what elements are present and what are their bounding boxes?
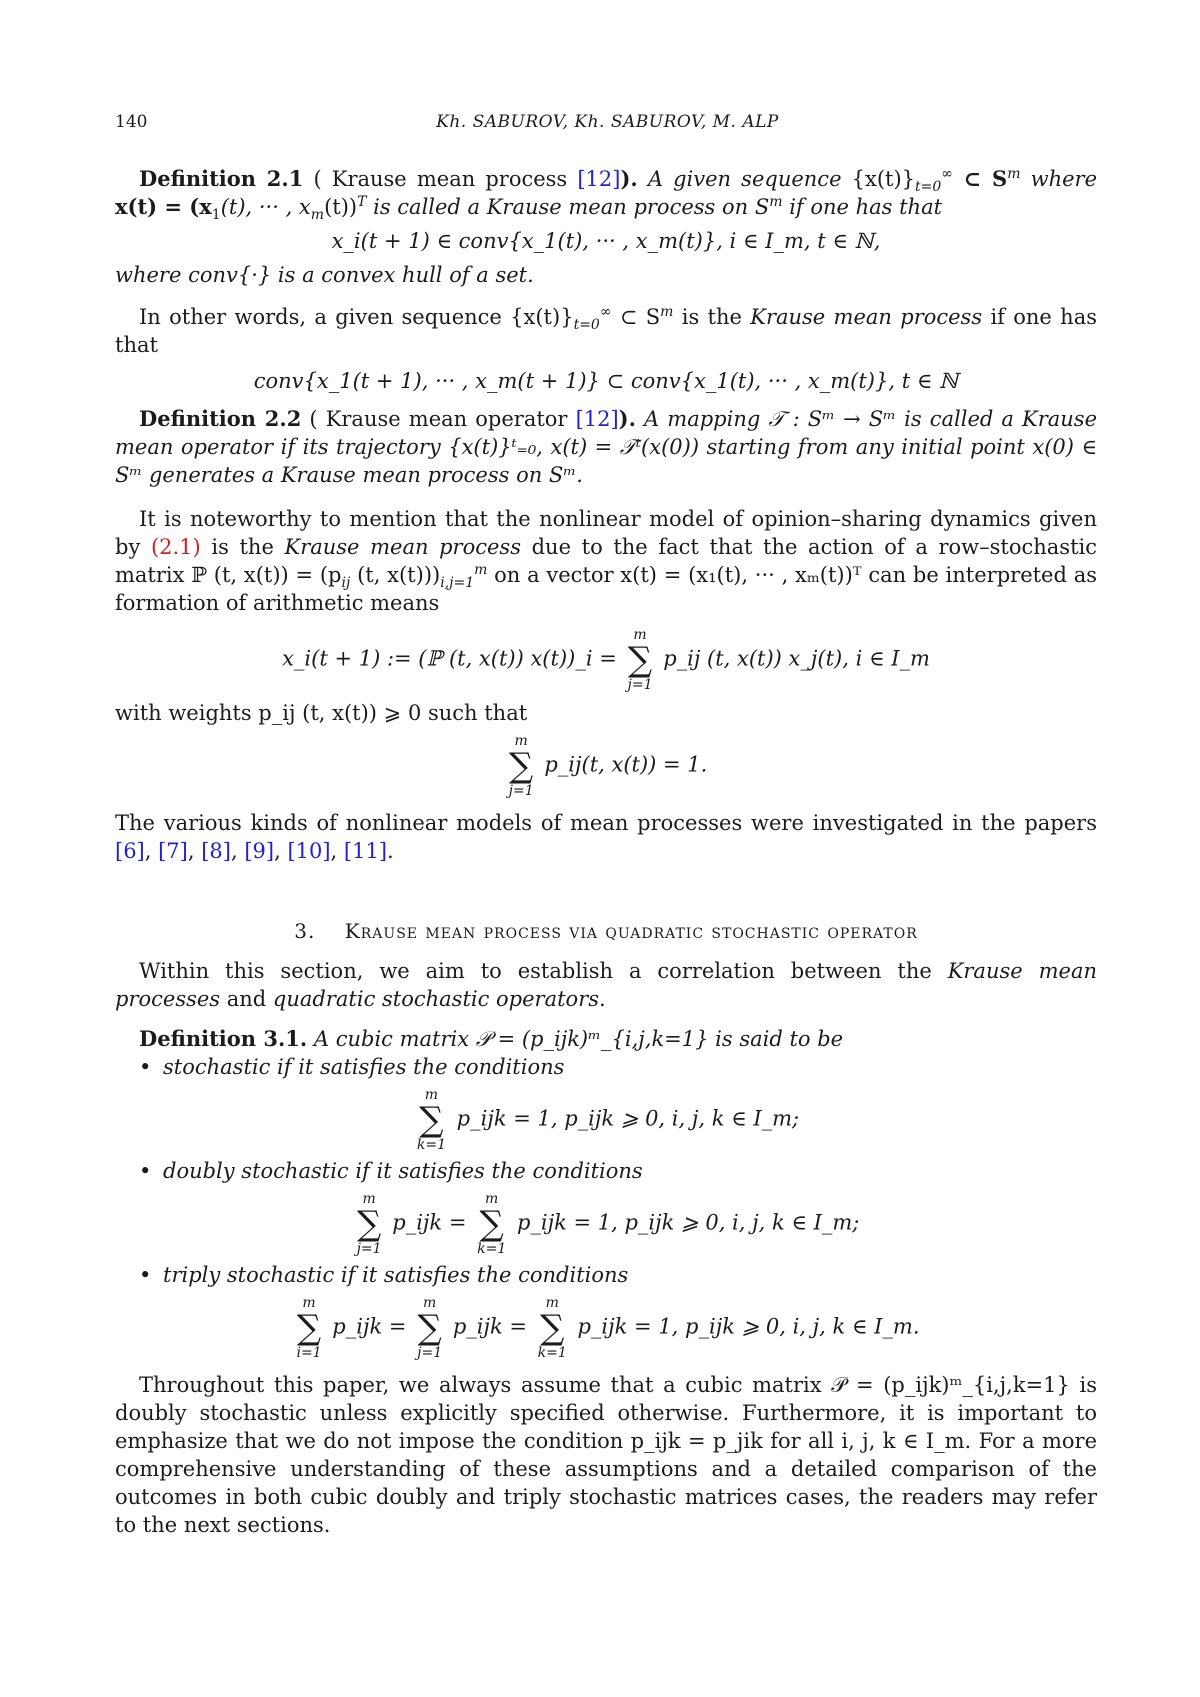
def-2-1-seq-sub: t=0 bbox=[915, 179, 942, 196]
citation-12b[interactable]: [12] bbox=[575, 407, 619, 431]
citation-10[interactable]: [10] bbox=[287, 839, 331, 863]
intro-c: . bbox=[599, 987, 606, 1011]
equation-triply bbox=[115, 1295, 1097, 1361]
intro-kmp: Krause mean processes bbox=[115, 959, 1097, 1011]
note-text-a: It is noteworthy to mention that the nonlinear model of opinion–sharing dynamics given by bbox=[115, 507, 1097, 559]
sum-upper: m bbox=[485, 1191, 499, 1207]
note-sup-m: m bbox=[474, 562, 488, 578]
definition-2-2 bbox=[115, 405, 1097, 489]
def-2-2-close: ). bbox=[618, 406, 636, 431]
note-text-d: (t, x(t))) bbox=[350, 563, 441, 587]
bullet-triply: • triply stochastic if it satisfies the conditions bbox=[139, 1261, 1097, 1289]
equation-conv: conv{x_1(t + 1), ··· , x_m(t + 1)} ⊂ conv{x_1(t), ··· , x_m(t)}, t ∈ ℕ bbox=[253, 369, 959, 393]
para-noteworthy bbox=[115, 505, 1097, 617]
sum-symbol: m ∑ i=1 bbox=[296, 1295, 322, 1361]
arith-left: x_i(t + 1) := (ℙ (t, x(t)) x(t))_i = bbox=[282, 646, 617, 671]
section-title: Krause mean process via quadratic stochastic operator bbox=[344, 919, 918, 943]
intro-qso: quadratic stochastic operators bbox=[272, 987, 600, 1011]
citation-6[interactable]: [6] bbox=[115, 839, 145, 863]
para-final: Throughout this paper, we always assume that a cubic matrix 𝒫 = (p_ijk)ᵐ_{i,j,k=1} is doubly stochastic unless explicitly specified otherwise. Furthermore, it is important to emphasize that we do not impose the condition p_ijk = p_jik for all i, j, k ∈ I_m. For a more comprehensive understanding of these assumptions and a detailed comparison of the outcomes in both cubic doubly and triply stochastic matrices cases, the readers may refer to the next sections. bbox=[115, 1373, 1097, 1537]
sum-upper: m bbox=[362, 1191, 376, 1207]
eq-doubly-right: p_ijk = 1, p_ijk ⩾ 0, i, j, k ∈ I_m; bbox=[516, 1210, 860, 1235]
section-number: 3. bbox=[294, 919, 316, 943]
sum-symbol: m ∑ k=1 bbox=[537, 1295, 567, 1361]
def-2-1-line2-b: (t), ··· , x bbox=[220, 195, 311, 219]
equation-doubly bbox=[115, 1191, 1097, 1257]
eq-triply-mid-2: p_ijk = bbox=[452, 1314, 527, 1339]
stochastic-list bbox=[115, 1053, 1097, 1081]
equation-def-2-1: x_i(t + 1) ∈ conv{x_1(t), ··· , x_m(t)}, i ∈ I_m, t ∈ ℕ, bbox=[331, 229, 881, 253]
page-body bbox=[115, 165, 1097, 1539]
sum-lower: i=1 bbox=[296, 1345, 322, 1361]
running-authors: Kh. SABUROV, Kh. SABUROV, M. ALP bbox=[436, 112, 779, 132]
def-2-1-line2-end: if one has that bbox=[782, 195, 943, 219]
other-text-d: if one has that bbox=[115, 305, 1097, 357]
sum-upper: m bbox=[424, 1087, 439, 1103]
eq-stochastic-text: p_ijk = 1, p_ijk ⩾ 0, i, j, k ∈ I_m; bbox=[456, 1106, 800, 1131]
other-kmp: Krause mean process bbox=[750, 305, 983, 329]
sum-lower: j=1 bbox=[356, 1241, 382, 1257]
sum-upper: m bbox=[302, 1295, 316, 1311]
sum-lower: k=1 bbox=[477, 1241, 507, 1257]
def-2-1-text-b: where bbox=[1020, 167, 1097, 191]
citation-11[interactable]: [11] bbox=[343, 839, 388, 863]
page-number: 140 bbox=[115, 112, 148, 132]
eq-triply-right: p_ijk = 1, p_ijk ⩾ 0, i, j, k ∈ I_m. bbox=[577, 1314, 920, 1339]
sum-lower: k=1 bbox=[416, 1137, 446, 1153]
def-2-1-title: Definition 2.1 bbox=[139, 166, 304, 191]
def-2-2-open: ( Krause mean operator bbox=[309, 407, 576, 431]
def-2-1-sup-m: m bbox=[1007, 166, 1021, 182]
def-2-1-text-a: A given sequence bbox=[647, 167, 852, 191]
note-sub-ij: ij bbox=[341, 575, 351, 592]
other-sub: t=0 bbox=[573, 317, 600, 334]
def-2-1-seq-sup: ∞ bbox=[941, 166, 953, 182]
sum-lower: j=1 bbox=[417, 1345, 443, 1361]
def-2-1-close: ). bbox=[620, 166, 638, 191]
sum-upper: m bbox=[545, 1295, 559, 1311]
sum-symbol: m ∑ j=1 bbox=[356, 1191, 382, 1257]
def-2-1-line2-a: x(t) = (x bbox=[115, 194, 212, 219]
para-various: The various kinds of nonlinear models of mean processes were investigated in the papers [6], [7], [8], [9], [10], [11]. bbox=[115, 811, 1097, 863]
sum-symbol: m ∑ k=1 bbox=[416, 1087, 446, 1153]
equation-stochastic bbox=[115, 1087, 1097, 1153]
various-text: The various kinds of nonlinear models of mean processes were investigated in the papers bbox=[115, 811, 1097, 835]
note-text-b: is the bbox=[200, 535, 285, 559]
note-sub-range: i,j=1 bbox=[440, 575, 475, 592]
section-3-heading bbox=[115, 917, 1097, 945]
def-2-1-after: where conv{·} is a convex hull of a set. bbox=[115, 263, 534, 287]
other-sup: ∞ bbox=[599, 304, 612, 320]
def-2-1-subset: ⊂ S bbox=[952, 166, 1008, 191]
para-other-words bbox=[115, 303, 1097, 359]
def-2-1-open: ( Krause mean process bbox=[313, 167, 578, 191]
sum-symbol: m ∑ j=1 bbox=[417, 1295, 443, 1361]
sum-symbol: m ∑ j=1 bbox=[627, 627, 653, 693]
definition-2-1: Definition 2.1 ( Krause mean process [12]). A given sequence $\{x(t)\}_{t=0}^\infty$ ⊂ $S^m$ where $x(t) = (x_1(t)$, ··· , $x_m(t))^T$ is called a Krause mean process on $S^m$ if one has that bbox=[115, 166, 1097, 224]
def-2-2-title: Definition 2.2 bbox=[139, 406, 302, 431]
doubly-list bbox=[115, 1157, 1097, 1185]
def-2-1-line2-c: (t)) bbox=[324, 195, 358, 219]
note-kmp: Krause mean process bbox=[284, 535, 521, 559]
other-sup-m: m bbox=[660, 304, 674, 320]
equation-arith-mean bbox=[115, 627, 1097, 693]
def-2-1-line2-text: is called a Krause mean process on S bbox=[366, 195, 770, 219]
def-2-2-text: A mapping 𝒯 : Sᵐ → Sᵐ is called a Krause mean operator if its trajectory {x(t)}ᵗ₌₀, x(t) = 𝒯ᵗ(x(0)) starting from any initial point x(0) ∈ Sᵐ generates a Krause mean process on Sᵐ. bbox=[115, 407, 1098, 487]
sum-symbol: m ∑ k=1 bbox=[477, 1191, 507, 1257]
other-text-c: is the bbox=[673, 305, 751, 329]
weights-sum-right: p_ij(t, x(t)) = 1. bbox=[544, 752, 708, 777]
citation-8[interactable]: [8] bbox=[201, 839, 231, 863]
section-3-intro bbox=[115, 957, 1097, 1013]
bullet-stochastic: • stochastic if it satisfies the conditions bbox=[139, 1053, 1097, 1081]
note-text-c: due to the fact that the action of a row–stochastic matrix ℙ (t, x(t)) = (p bbox=[115, 535, 1097, 587]
citation-12[interactable]: [12] bbox=[577, 167, 621, 191]
sum-symbol: m ∑ j=1 bbox=[508, 733, 534, 799]
def-3-1-text: A cubic matrix 𝒫 = (p_ijk)ᵐ_{i,j,k=1} is said to be bbox=[313, 1027, 844, 1051]
arith-right: p_ij (t, x(t)) x_j(t), i ∈ I_m bbox=[663, 646, 930, 671]
citation-7[interactable]: [7] bbox=[158, 839, 188, 863]
other-text-a: In other words, a given sequence {x(t)} bbox=[139, 305, 574, 329]
intro-b: and bbox=[220, 987, 273, 1011]
sum-lower: k=1 bbox=[537, 1345, 567, 1361]
sum-upper: m bbox=[422, 1295, 437, 1311]
eq-triply-mid-1: p_ijk = bbox=[332, 1314, 407, 1339]
def-3-1-title: Definition 3.1. bbox=[139, 1026, 308, 1051]
eq-doubly-mid: p_ijk = bbox=[392, 1210, 467, 1235]
triply-list bbox=[115, 1261, 1097, 1289]
other-text-b: ⊂ S bbox=[611, 305, 661, 329]
note-text-e: on a vector x(t) = (x₁(t), ··· , xₘ(t))ᵀ can be interpreted as formation of arithmetic means bbox=[115, 563, 1097, 615]
intro-a: Within this section, we aim to establish a correlation between the bbox=[139, 959, 948, 983]
def-2-1-seq: {x(t)} bbox=[851, 167, 915, 191]
bullet-doubly: • doubly stochastic if it satisfies the conditions bbox=[139, 1157, 1097, 1185]
equation-weights-sum bbox=[115, 733, 1097, 799]
citation-9[interactable]: [9] bbox=[244, 839, 275, 863]
weights-line: with weights p_ij (t, x(t)) ⩾ 0 such that bbox=[115, 701, 528, 725]
eqref-2-1[interactable]: (2.1) bbox=[150, 535, 201, 559]
definition-3-1 bbox=[115, 1025, 1097, 1053]
